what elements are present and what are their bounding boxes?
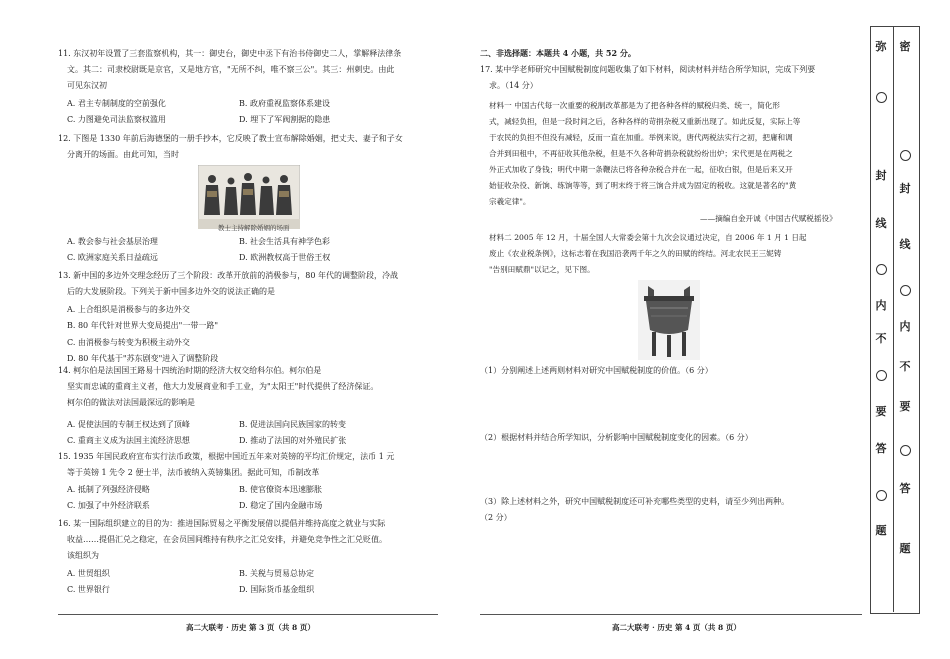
margin-inner-char: 不 (899, 360, 911, 373)
margin-outer-char: 题 (875, 524, 887, 537)
q15-option-c[interactable]: C. 加强了中外经济联系 (67, 501, 150, 510)
sub-question-2: （2）根据材料并结合所学知识，分析影响中国赋税制度变化的因素。（6 分） (480, 433, 753, 442)
material1-line-4: 合并到田租中，不再征收其他杂税，但是不久各种苛捐杂税就纷纷出炉；宋代更是在两税之 (489, 149, 793, 158)
material1-line-2: 式，减轻负担，但是一段时间之后，各种各样的苛捐杂税又重新出现了。如此反复，实际上等 (489, 117, 801, 126)
margin-inner-char: 答 (899, 482, 911, 495)
seal-circle (876, 264, 887, 275)
q16-option-c[interactable]: C. 世界银行 (67, 585, 110, 594)
q11-option-d[interactable]: D. 埋下了军阀割据的隐患 (239, 115, 331, 124)
q11-line-2: 文。其二：司隶校尉既是京官，又是地方官，"无所不纠，唯不察三公"。其三：州刺史。由此 (67, 65, 395, 74)
margin-inner-char: 封 (899, 182, 911, 195)
margin-outer-char: 不 (875, 332, 887, 345)
material1-source: ——摘编自金开诚《中国古代赋税摇役》 (700, 214, 837, 223)
footer-divider (480, 614, 862, 615)
margin-outer-char: 弥 (875, 40, 887, 53)
q12-line-1: 12. 下图是 1330 年前后海德堡的一册手抄本，它反映了教士宣布解除婚姻，把丈夫、妻子和子女 (58, 134, 403, 143)
q12-option-a[interactable]: A. 教会参与社会基层治理 (67, 237, 158, 246)
q16-line-2: 收益……提倡汇兑之稳定，在会员国间维持有秩序之汇兑安排，并避免竞争性之汇兑贬值。 (67, 535, 387, 544)
q15-option-a[interactable]: A. 抵制了列强经济侵略 (67, 485, 150, 494)
margin-inner-char: 要 (899, 400, 911, 413)
q16-line-3: 该组织为 (67, 551, 99, 560)
q11-option-b[interactable]: B. 政府重视监察体系建设 (239, 99, 330, 108)
q14-option-d[interactable]: D. 推动了法国的对外殖民扩张 (239, 436, 347, 445)
margin-outer-char: 线 (875, 217, 887, 230)
q13-option-b[interactable]: B. 80 年代针对世界大变局提出"一带一路" (67, 321, 219, 330)
margin-outer-char: 答 (875, 442, 887, 455)
q14-line-3: 柯尔伯的做法对法国最深远的影响是 (67, 398, 195, 407)
material1-line-3: 于农民的负担不但没有减轻，反而一直在加重。举例来说，唐代两税法实行之初，把庸和调 (489, 133, 793, 142)
q11-option-c[interactable]: C. 力图避免司法监察权滥用 (67, 115, 166, 124)
q14-option-a[interactable]: A. 促使法国的专制王权达到了顶峰 (67, 420, 190, 429)
q13-option-a[interactable]: A. 上合组织是消极参与的多边外交 (67, 305, 190, 314)
seal-circle (876, 92, 887, 103)
material1-line-7: 宗羲定律"。 (489, 197, 531, 206)
seal-circle (900, 445, 911, 456)
q11-line-3: 可见东汉初 (67, 81, 107, 90)
q16-option-d[interactable]: D. 国际货币基金组织 (239, 585, 315, 594)
q14-line-2: 坚实而忠诚的重商主义者，他大力发展商业和手工业，为"太阳王"时代提供了经济保证。 (67, 382, 379, 391)
section-title: 二、非选择题：本题共 4 小题，共 52 分。 (480, 48, 636, 58)
q12-option-d[interactable]: D. 欧洲教权高于世俗王权 (239, 253, 331, 262)
q17-line-2: 求。（14 分） (489, 81, 538, 90)
q12-option-c[interactable]: C. 欧洲家庭关系日益疏远 (67, 253, 158, 262)
page-footer-left: 高二大联考 · 历史 第 3 页（共 8 页） (186, 623, 315, 632)
q13-option-d[interactable]: D. 80 年代基于"苏东剧变"进入了调整阶段 (67, 354, 219, 363)
binding-margin-divider (893, 26, 894, 612)
margin-inner-char: 内 (899, 320, 911, 333)
footer-divider (58, 614, 438, 615)
margin-inner-char: 题 (899, 542, 911, 555)
margin-outer-char: 封 (875, 169, 887, 182)
seal-circle (900, 150, 911, 161)
q12-line-2: 分离开的场面。由此可知，当时 (67, 150, 179, 159)
sub-question-1: （1）分别阐述上述两则材料对研究中国赋税制度的价值。（6 分） (480, 366, 713, 375)
sub-question-3-points: （2 分） (480, 513, 512, 522)
q13-line-1: 13. 新中国的多边外交理念经历了三个阶段：改革开放前的消极参与，80 年代的调整阶段，冷战 (58, 271, 398, 280)
q11-line-1: 11. 东汉初年设置了三套监察机构，其一：御史台，御史中丞下有治书侍御史二人，掌解释法律条 (58, 49, 402, 58)
image-caption: 教士主持解除婚姻的场面 (218, 224, 290, 232)
q16-option-b[interactable]: B. 关税与贸易总协定 (239, 569, 314, 578)
q15-line-2: 等于英镑 1 先令 2 便士半，法币被纳入英镑集团。据此可知，币制改革 (67, 468, 320, 477)
material2-line-1: 材料二 2005 年 12 月，十届全国人大常委会第十九次会议通过决定，自 2006 年 1 月 1 日起 (489, 233, 807, 242)
q12-option-b[interactable]: B. 社会生活具有神学色彩 (239, 237, 330, 246)
margin-outer-char: 内 (875, 299, 887, 312)
q17-line-1: 17. 某中学老师研究中国赋税制度问题收集了如下材料，阅读材料并结合所学知识，完成下列要 (480, 65, 816, 74)
seal-circle (876, 490, 887, 501)
margin-inner-char: 密 (899, 40, 911, 53)
page-footer-right: 高二大联考 · 历史 第 4 页（共 8 页） (612, 623, 741, 632)
q15-option-b[interactable]: B. 使官僚资本迅速膨胀 (239, 485, 322, 494)
margin-inner-char: 线 (899, 238, 911, 251)
material1-line-1: 材料一 中国古代每一次重要的税制改革都是为了把各种各样的赋税归类、统一，简化形 (489, 101, 780, 110)
q15-option-d[interactable]: D. 稳定了国内金融市场 (239, 501, 323, 510)
q16-line-1: 16. 某一国际组织建立的目的为：推进国际贸易之平衡发展借以提倡并维持高度之就业与实际 (58, 519, 386, 528)
q13-option-c[interactable]: C. 由消极参与转变为积极主动外交 (67, 338, 190, 347)
q14-line-1: 14. 柯尔伯是法国国王路易十四统治时期的经济大权交给科尔伯。柯尔伯是 (58, 366, 322, 375)
margin-outer-char: 要 (875, 405, 887, 418)
q16-option-a[interactable]: A. 世贸组织 (67, 569, 110, 578)
tripod-cauldron-image (638, 280, 700, 360)
q13-line-2: 后的大发展阶段。下列关于新中国多边外交的说法正确的是 (67, 287, 275, 296)
material2-line-2: 废止《农业税条例》，这标志着在我国沿袭两千年之久的田赋的终结。河北农民王三妮铸 (489, 249, 782, 258)
seal-circle (876, 370, 887, 381)
annulment-manuscript-image (198, 165, 300, 229)
q11-option-a[interactable]: A. 君主专制制度的空前强化 (67, 99, 166, 108)
q14-option-b[interactable]: B. 促进法国向民族国家的转变 (239, 420, 346, 429)
seal-circle (900, 285, 911, 296)
q14-option-c[interactable]: C. 重商主义成为法国主流经济思想 (67, 436, 190, 445)
sub-question-3: （3）除上述材料之外，研究中国赋税制度还可补充哪些类型的史料，请至少列出两种。 (480, 497, 790, 506)
q15-line-1: 15. 1935 年国民政府宣布实行法币政策，根据中国近五年来对英镑的平均汇价规定，法币 1 元 (58, 452, 395, 461)
material1-line-6: 始征收杂役、新饷、练饷等等，到了明末终于将三饷合并成为固定的税收。这就是著名的"黄 (489, 181, 797, 190)
material2-line-3: "告别田赋鼎"以记之，见下图。 (489, 265, 595, 274)
material1-line-5: 外正式加收了身钱；明代中期一条鞭法已将各种杂税合并在一起，征收白银，但是后来又开 (489, 165, 793, 174)
